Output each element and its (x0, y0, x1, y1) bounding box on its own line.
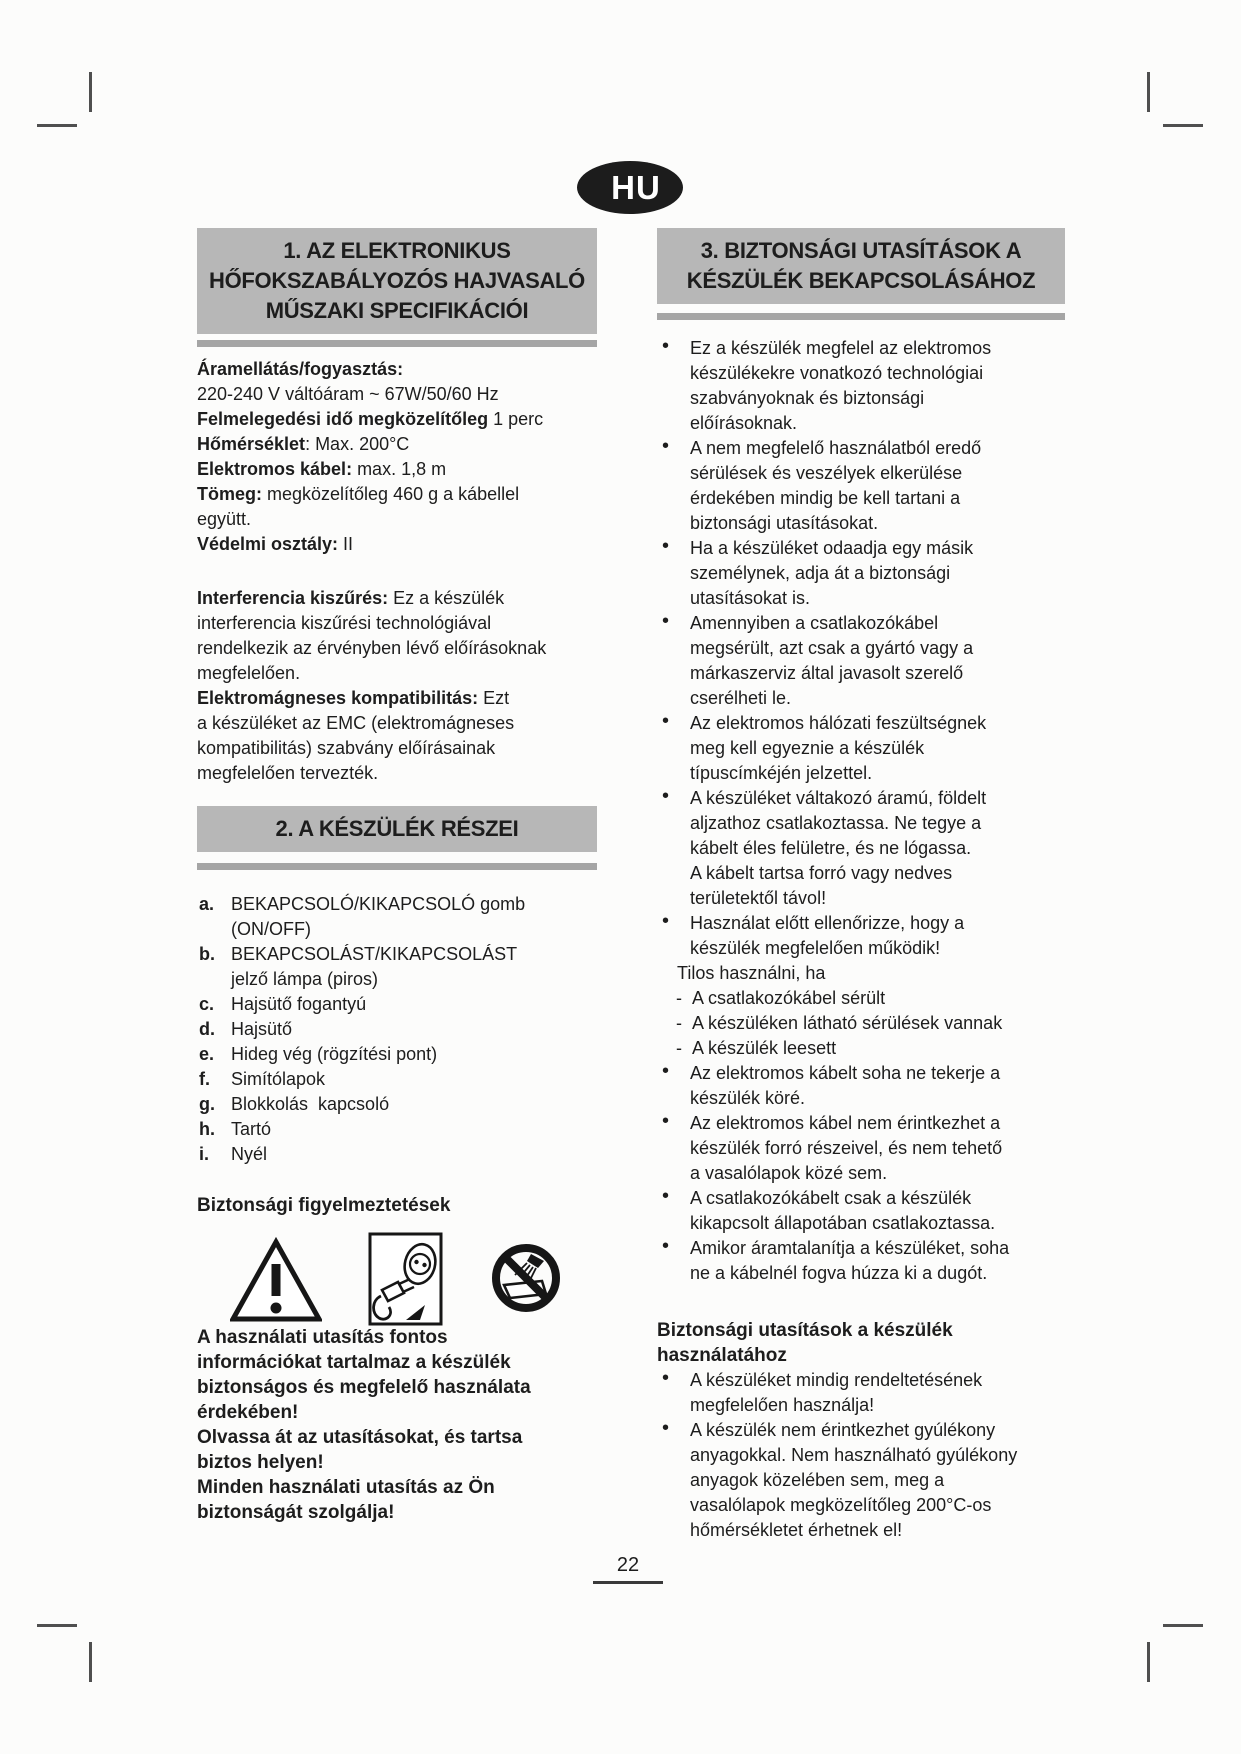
list-item-bullet (657, 711, 1072, 786)
warning-text-line: Minden használati utasítás az Ön (197, 1477, 495, 1498)
interference-bold: Elektromágneses kompatibilitás: (197, 688, 479, 708)
part-letter: g. (199, 1094, 215, 1114)
list-item-dash (657, 1011, 1072, 1036)
part-text-line: BEKAPCSOLÁST/KIKAPCSOLÁST (231, 944, 518, 964)
bullet-marker: • (662, 1417, 670, 1439)
usage-heading-line: Biztonsági utasítások a készülék (657, 1320, 953, 1341)
crop-mark-bottom-right-h (1163, 1624, 1203, 1627)
crop-mark-top-right-v (1147, 72, 1150, 112)
list-item-bullet (657, 436, 1072, 536)
interference-line (197, 661, 549, 686)
warning-text-line: biztonságát szolgálja! (197, 1502, 395, 1523)
list-item-bullet (657, 536, 1072, 611)
spec-line (197, 507, 549, 532)
bullet-marker: • (662, 1110, 670, 1132)
spec-text: együtt. (197, 509, 252, 529)
plug-socket-icon (368, 1232, 443, 1326)
part-text-line: Hajsütő fogantyú (231, 994, 367, 1014)
list-item-bullet (657, 1368, 1072, 1418)
part-letter: c. (199, 994, 215, 1014)
interference-line (197, 686, 549, 711)
part-text-line: Blokkolás kapcsoló (231, 1094, 390, 1114)
spec-bold: Elektromos kábel: (197, 459, 353, 479)
list-item-line: Tilos használni, ha (677, 963, 826, 983)
interference-bold: Interferencia kiszűrés: (197, 588, 389, 608)
section2-divider (197, 863, 597, 870)
spec-line (197, 482, 549, 507)
section3-title: 3. BIZTONSÁGI UTASÍTÁSOK A KÉSZÜLÉK BEKAPCSOLÁSÁHOZ (686, 238, 1036, 293)
warning-text-line: Olvassa át az utasításokat, és tartsa (197, 1427, 523, 1448)
list-item-line: Amennyiben a csatlakozókábel (690, 613, 939, 633)
list-item-line: ne a kábelnél fogva húzza ki a dugót. (690, 1263, 988, 1283)
section3-header (657, 228, 1065, 304)
spec-bold: Hőmérséklet (197, 434, 306, 454)
bullet-marker: • (662, 535, 670, 557)
list-item-bullet (657, 1111, 1072, 1186)
list-item-line: készülék megfelelően működik! (690, 938, 941, 958)
spec-text: : Max. 200°C (305, 434, 410, 454)
warning-text-line: A használati utasítás fontos (197, 1327, 448, 1348)
bullet-marker: • (662, 785, 670, 807)
crop-mark-top-left-h (37, 124, 77, 127)
parts-list-item (197, 1092, 549, 1117)
crop-mark-bottom-right-v (1147, 1642, 1150, 1682)
list-item-line: megfelelően használja! (690, 1395, 875, 1415)
parts-list-item (197, 1117, 549, 1142)
interference-text: interferencia kiszűrési technológiával (197, 613, 492, 633)
bullet-marker: • (662, 710, 670, 732)
language-badge (577, 161, 683, 214)
parts-list-item (197, 1017, 549, 1042)
list-item-line: előírásoknak. (690, 413, 798, 433)
usage-instructions-heading (657, 1318, 1072, 1368)
dash-marker: - (676, 988, 682, 1008)
spec-text: megközelítőleg 460 g a kábellel (262, 484, 520, 504)
list-item-plain (657, 961, 1072, 986)
section3-divider (657, 313, 1065, 320)
interference-line (197, 761, 549, 786)
warning-icons-row (197, 1232, 597, 1328)
list-item-line: A csatlakozókábel sérült (692, 988, 886, 1008)
specs-paragraph (197, 357, 549, 557)
part-text-line: Tartó (231, 1119, 272, 1139)
list-item-line: Használat előtt ellenőrizze, hogy a (690, 913, 965, 933)
list-item-bullet (657, 1418, 1072, 1543)
list-item-bullet (657, 611, 1072, 711)
parts-list-item (197, 992, 549, 1017)
list-item-line: Az elektromos kábelt soha ne tekerje a (690, 1063, 1001, 1083)
list-item-dash (657, 986, 1072, 1011)
part-text-line: (ON/OFF) (231, 919, 311, 939)
warning-text-line: érdekében! (197, 1402, 299, 1423)
list-item-line: szabványoknak és biztonsági (690, 388, 925, 408)
warning-text-line: biztonságos és megfelelő használata (197, 1377, 531, 1398)
bullet-marker: • (662, 1367, 670, 1389)
interference-line (197, 586, 549, 611)
list-item-line: A készülék leesett (692, 1038, 837, 1058)
list-item-bullet (657, 336, 1072, 436)
list-item-line: érdekében mindig be kell tartani a (690, 488, 961, 508)
crop-mark-top-right-h (1163, 124, 1203, 127)
section2-title: 2. A KÉSZÜLÉK RÉSZEI (275, 816, 519, 841)
part-text-line: BEKAPCSOLÓ/KIKAPCSOLÓ gomb (231, 894, 526, 914)
list-item-dash (657, 1036, 1072, 1061)
spec-bold: Tömeg: (197, 484, 262, 504)
warning-text-line: biztos helyen! (197, 1452, 324, 1473)
interference-line (197, 736, 549, 761)
list-item-line: személynek, adja át a biztonsági (690, 563, 951, 583)
list-item-bullet (657, 911, 1072, 961)
list-item-line: A készülék nem érintkezhet gyúlékony (690, 1420, 996, 1440)
list-item-line: aljzathoz csatlakoztassa. Ne tegye a (690, 813, 982, 833)
list-item-line: Ha a készüléket odaadja egy másik (690, 538, 974, 558)
list-item-line: vasalólapok megközelítőleg 200°C-os (690, 1495, 992, 1515)
list-item-line: a vasalólapok közé sem. (690, 1163, 888, 1183)
interference-text: kompatibilitás) szabvány előírásainak (197, 738, 496, 758)
list-item-line: sérülések és veszélyek elkerülése (690, 463, 963, 483)
list-item-line: A csatlakozókábelt csak a készülék (690, 1188, 972, 1208)
warning-text-line: információkat tartalmaz a készülék (197, 1352, 511, 1373)
interference-text: Ez a készülék (388, 588, 505, 608)
list-item-line: készülék köré. (690, 1088, 806, 1108)
section1-title: 1. AZ ELEKTRONIKUS HŐFOKSZABÁLYOZÓS HAJVASALÓ MŰSZAKI SPECIFIKÁCIÓI (208, 238, 585, 323)
list-item-line: A készüléken látható sérülések vannak (692, 1013, 1003, 1033)
list-item-line: A nem megfelelő használatból eredő (690, 438, 982, 458)
part-letter: h. (199, 1119, 215, 1139)
interference-text: megfelelően. (197, 663, 301, 683)
spec-bold: Védelmi osztály: (197, 534, 339, 554)
crop-mark-bottom-left-v (89, 1642, 92, 1682)
part-letter: f. (199, 1069, 210, 1089)
bullet-marker: • (662, 610, 670, 632)
list-item-line: típuscímkéjén jelzettel. (690, 763, 873, 783)
list-item-line: készülék forró részeivel, és nem tehető (690, 1138, 1003, 1158)
part-text-line: Nyél (231, 1144, 268, 1164)
spec-text: II (338, 534, 354, 554)
section1-header (197, 228, 597, 334)
list-item-line: meg kell egyeznie a készülék (690, 738, 925, 758)
part-text-line: Hideg vég (rögzítési pont) (231, 1044, 438, 1064)
parts-list-item (197, 1042, 549, 1067)
spec-line (197, 357, 549, 382)
warning-triangle-icon (230, 1237, 322, 1325)
spec-text: 1 perc (488, 409, 544, 429)
part-text-line: jelző lámpa (piros) (231, 969, 379, 989)
page-number (593, 1554, 663, 1584)
spec-text: 220-240 V váltóáram ~ 67W/50/60 Hz (197, 384, 499, 404)
part-text-line: Simítólapok (231, 1069, 326, 1089)
parts-list-item (197, 892, 549, 942)
list-item-bullet (657, 1061, 1072, 1111)
crop-mark-bottom-left-h (37, 1624, 77, 1627)
spec-line (197, 432, 549, 457)
spec-line (197, 532, 549, 557)
part-letter: b. (199, 944, 215, 964)
list-item-line: A készüléket váltakozó áramú, földelt (690, 788, 987, 808)
bullet-marker: • (662, 910, 670, 932)
part-letter: i. (199, 1144, 210, 1164)
list-item-bullet (657, 1236, 1072, 1286)
bullet-marker: • (662, 1235, 670, 1257)
part-text-line: Hajsütő (231, 1019, 293, 1039)
list-item-line: cserélheti le. (690, 688, 792, 708)
list-item-line: A készüléket mindig rendeltetésének (690, 1370, 983, 1390)
list-item-line: anyagok közelében sem, meg a (690, 1470, 945, 1490)
interference-paragraph (197, 586, 549, 786)
spec-text: max. 1,8 m (352, 459, 447, 479)
list-item-bullet (657, 786, 1072, 911)
safety-instructions-list (657, 336, 1072, 1286)
usage-instructions-list (657, 1368, 1072, 1543)
spec-line (197, 382, 549, 407)
part-letter: e. (199, 1044, 215, 1064)
interference-line (197, 611, 549, 636)
list-item-line: készülékekre vonatkozó technológiai (690, 363, 984, 383)
list-item-line: kikapcsolt állapotában csatlakoztassa. (690, 1213, 996, 1233)
list-item-line: kábelt éles felületre, és ne lógassa. (690, 838, 972, 858)
parts-list-item (197, 1142, 549, 1167)
interference-text: megfelelően tervezték. (197, 763, 379, 783)
interference-line (197, 711, 549, 736)
list-item-line: területektől távol! (690, 888, 827, 908)
spec-bold: Áramellátás/fogyasztás: (197, 359, 404, 379)
bullet-marker: • (662, 335, 670, 357)
no-shower-icon (490, 1239, 562, 1317)
list-item-line: hőmérsékletet érhetnek el! (690, 1520, 903, 1540)
dash-marker: - (676, 1013, 682, 1033)
list-item-line: Amikor áramtalanítja a készüléket, soha (690, 1238, 1010, 1258)
list-item-bullet (657, 1186, 1072, 1236)
interference-text: a készüléket az EMC (elektromágneses (197, 713, 515, 733)
spec-line (197, 407, 549, 432)
interference-text: Ezt (478, 688, 510, 708)
language-badge-label: HU (611, 168, 661, 206)
bullet-marker: • (662, 435, 670, 457)
section1-divider (197, 340, 597, 347)
safety-warnings-heading (197, 1193, 450, 1218)
safety-warnings-heading-text: Biztonsági figyelmeztetések (197, 1195, 451, 1216)
list-item-line: A kábelt tartsa forró vagy nedves (690, 863, 953, 883)
page-number-text: 22 (616, 1554, 640, 1576)
safety-warning-paragraph (197, 1325, 557, 1525)
interference-line (197, 636, 549, 661)
spec-bold: Felmelegedési idő megközelítőleg (197, 409, 489, 429)
spec-line (197, 457, 549, 482)
parts-list-item (197, 1067, 549, 1092)
list-item-line: utasításokat is. (690, 588, 811, 608)
bullet-marker: • (662, 1185, 670, 1207)
usage-heading-line: használatához (657, 1345, 787, 1366)
parts-list (197, 892, 549, 1167)
list-item-line: megsérült, azt csak a gyártó vagy a (690, 638, 974, 658)
interference-text: rendelkezik az érvényben lévő előírásoknak (197, 638, 547, 658)
list-item-line: Az elektromos hálózati feszültségnek (690, 713, 987, 733)
list-item-line: biztonsági utasításokat. (690, 513, 879, 533)
bullet-marker: • (662, 1060, 670, 1082)
part-letter: a. (199, 894, 215, 914)
crop-mark-top-left-v (89, 72, 92, 112)
list-item-line: Ez a készülék megfelel az elektromos (690, 338, 992, 358)
dash-marker: - (676, 1038, 682, 1058)
parts-list-item (197, 942, 549, 992)
list-item-line: márkaszerviz által javasolt szerelő (690, 663, 964, 683)
section2-header (197, 806, 597, 852)
part-letter: d. (199, 1019, 215, 1039)
list-item-line: anyagokkal. Nem használható gyúlékony (690, 1445, 1018, 1465)
list-item-line: Az elektromos kábel nem érintkezhet a (690, 1113, 1001, 1133)
